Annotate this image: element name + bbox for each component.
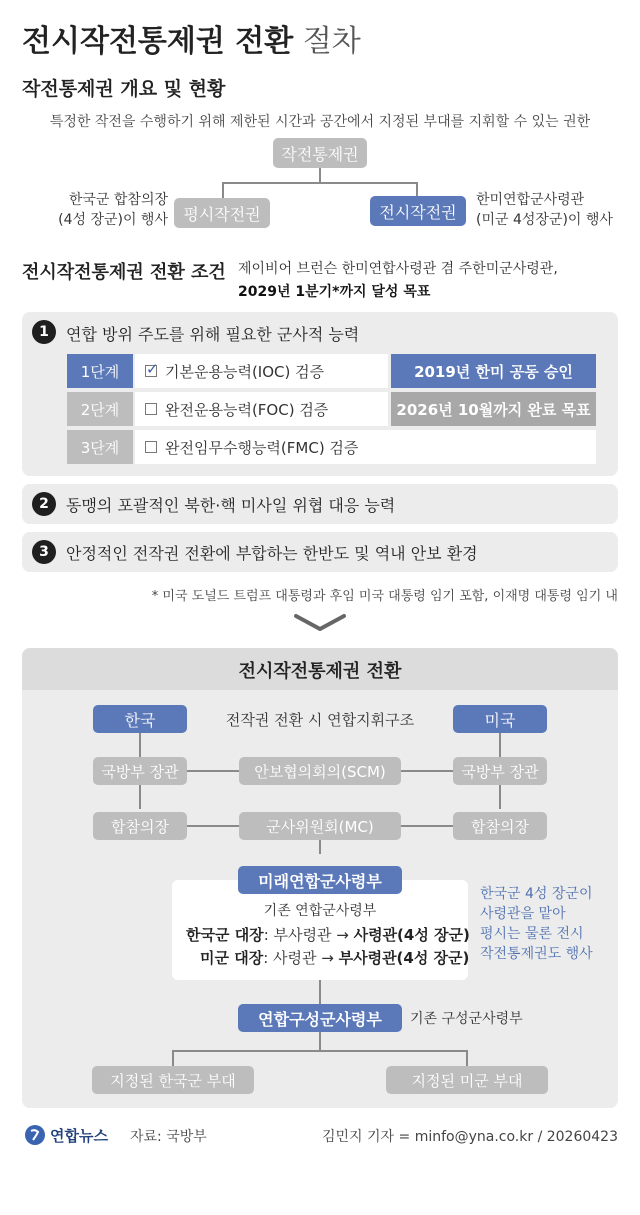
kr-units-node: 지정된 한국군 부대 xyxy=(92,1066,254,1094)
stage-3-label: 3단계 xyxy=(67,430,133,464)
conditions-footnote: * 미국 도널드 트럼프 대통령과 후임 미국 대통령 임기 포함, 이재명 대통령 임기 내 xyxy=(151,589,618,604)
us-general-text: : 사령관 → xyxy=(263,949,339,967)
condition-3-number: 3 xyxy=(32,540,56,564)
unchecked-box-icon xyxy=(145,441,157,453)
conditions-heading: 전시작전통제권 전환 조건 xyxy=(22,262,226,283)
condition-2-text: 동맹의 포괄적인 북한·핵 미사일 위협 대응 능력 xyxy=(66,496,396,515)
source-label: 자료: 국방부 xyxy=(130,1129,207,1145)
condition-1-number: 1 xyxy=(32,320,56,344)
page-title xyxy=(22,16,361,60)
yonhap-logo-text: 연합뉴스 xyxy=(50,1126,108,1145)
stage-2-note: 2026년 10월까지 완료 목표 xyxy=(391,392,596,426)
center-stem xyxy=(319,838,321,854)
condition-1-text: 연합 방위 주도를 위해 필요한 군사적 능력 xyxy=(66,325,360,344)
side-note-line3: 평시는 물론 전시 xyxy=(480,926,584,942)
stage-1-label: 1단계 xyxy=(67,354,133,388)
existing-cmd-label: 기존 연합군사령부 xyxy=(263,903,377,919)
future-cmd-node: 미래연합군사령부 xyxy=(238,866,402,894)
existing-component-label: 기존 구성군사령부 xyxy=(410,1011,523,1027)
kr-minister-node: 국방부 장관 xyxy=(93,757,187,785)
units-branch xyxy=(172,1050,468,1052)
stage-2-text: 완전운용능력(FOC) 검증 xyxy=(165,400,329,419)
tree-branch xyxy=(222,182,418,184)
wartime-holder-line1: 한미연합군사령관 xyxy=(476,192,585,208)
peacetime-holder-line1: 한국군 합참의장 xyxy=(68,192,168,208)
us-general-label: 미군 대장 xyxy=(200,949,264,967)
stage-2-label: 2단계 xyxy=(67,392,133,426)
component-cmd-node: 연합구성군사령부 xyxy=(238,1004,402,1032)
wartime-opcon-node: 전시작전권 xyxy=(370,196,466,226)
transition-heading: 전시작전통제권 전환 xyxy=(238,661,402,682)
tree-right-drop xyxy=(416,182,418,196)
scm-node: 안보협의회의(SCM) xyxy=(239,757,401,785)
overview-definition: 특정한 작전을 수행하기 위해 제한된 시간과 공간에서 지정된 부대를 지휘할 수 있는 권한 xyxy=(49,114,591,130)
kr-general-label: 한국군 대장 xyxy=(186,926,264,944)
overview-heading: 작전통제권 개요 및 현황 xyxy=(22,78,226,100)
opcon-root-node: 작전통제권 xyxy=(273,138,367,168)
kr-general-text: : 부사령관 → xyxy=(263,926,354,944)
kr-general-row xyxy=(186,924,470,945)
wartime-holder xyxy=(476,190,613,230)
stage-2-box xyxy=(135,392,388,426)
us-general-row xyxy=(200,947,469,968)
side-note-line1: 한국군 4성 장군이 xyxy=(480,886,593,902)
condition-3-text: 안정적인 전작권 전환에 부합하는 한반도 및 역내 안보 환경 xyxy=(66,544,478,563)
peacetime-holder xyxy=(34,190,168,230)
stage-3-box xyxy=(135,430,596,464)
kr-jcs-node: 합참의장 xyxy=(93,812,187,840)
yonhap-logo xyxy=(24,1124,108,1146)
credit-label: 김민지 기자 = minfo@yna.co.kr / 20260423 xyxy=(322,1129,618,1145)
kr-units-drop xyxy=(172,1050,174,1066)
peacetime-opcon-node: 평시작전권 xyxy=(174,198,270,228)
component-stem xyxy=(319,1032,321,1052)
conditions-note-line2: 2029년 1분기*까지 달성 목표 xyxy=(238,284,431,300)
unchecked-box-icon xyxy=(145,403,157,415)
condition-2-number: 2 xyxy=(32,492,56,516)
yonhap-logo-icon xyxy=(24,1124,46,1146)
peacetime-holder-line2: (4성 장군)이 행사 xyxy=(58,212,168,228)
usa-node: 미국 xyxy=(453,705,547,733)
us-general-new: 부사령관(4성 장군) xyxy=(338,949,470,967)
us-units-node: 지정된 미군 부대 xyxy=(386,1066,548,1094)
checked-box-icon xyxy=(145,365,157,377)
korea-node: 한국 xyxy=(93,705,187,733)
tree-left-drop xyxy=(222,182,224,198)
us-jcs-node: 합참의장 xyxy=(453,812,547,840)
us-minister-node: 국방부 장관 xyxy=(453,757,547,785)
page-title-light: 절차 xyxy=(302,24,361,59)
command-structure-subtitle: 전작권 전환 시 연합지휘구조 xyxy=(225,711,415,729)
stage-1-box xyxy=(135,354,388,388)
us-units-drop xyxy=(466,1050,468,1066)
side-note-line2: 사령관을 맡아 xyxy=(480,906,566,922)
kr-general-new: 사령관(4성 장군) xyxy=(353,926,470,944)
mc-node: 군사위원회(MC) xyxy=(239,812,401,840)
wartime-holder-line2: (미군 4성장군)이 행사 xyxy=(476,212,613,228)
side-note-line4: 작전통제권도 행사 xyxy=(480,946,593,962)
conditions-note xyxy=(238,258,558,304)
stage-1-note: 2019년 한미 공동 승인 xyxy=(391,354,596,388)
stage-1-text: 기본운용능력(IOC) 검증 xyxy=(165,362,325,381)
stage-3-text: 완전임무수행능력(FMC) 검증 xyxy=(165,438,359,457)
conditions-note-line1: 제이비어 브런슨 한미연합사령관 겸 주한미군사령관, xyxy=(238,261,558,277)
chevron-down-icon xyxy=(292,612,348,634)
page-title-bold: 전시작전통제권 전환 xyxy=(22,24,294,59)
side-note xyxy=(480,884,593,964)
